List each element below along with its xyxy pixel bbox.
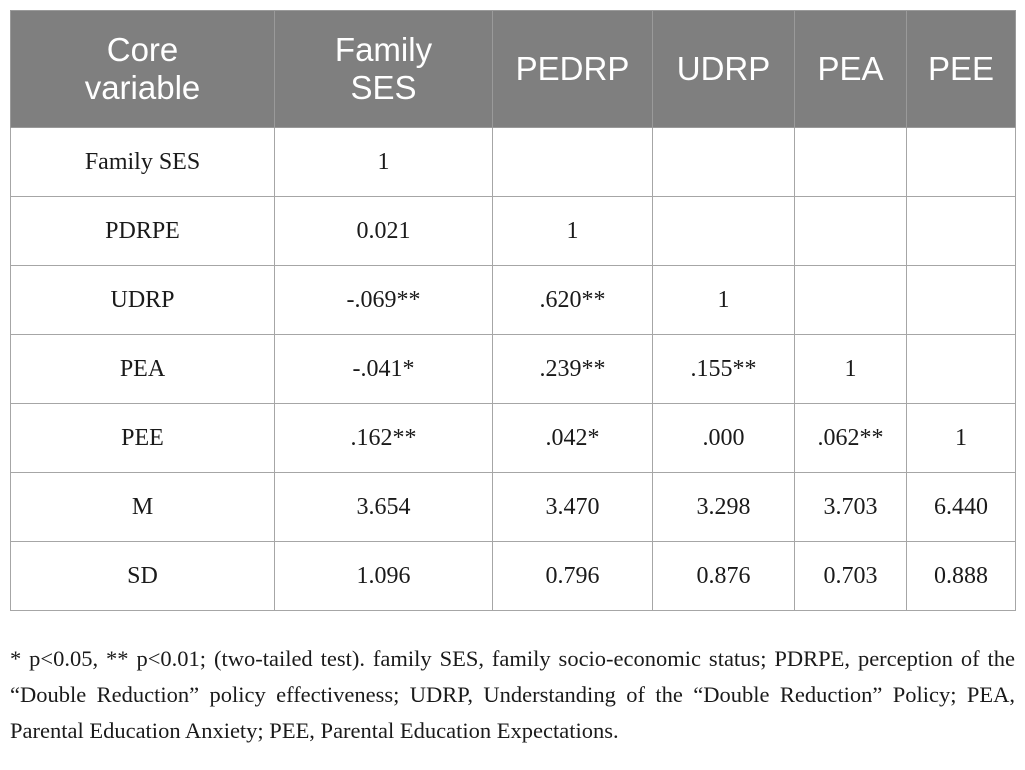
table-cell <box>653 197 795 266</box>
header-pee-label: PEE <box>927 50 995 87</box>
row-label: SD <box>11 542 275 611</box>
table-cell: 3.298 <box>653 473 795 542</box>
row-label: PEE <box>11 404 275 473</box>
header-core-variable <box>11 11 275 128</box>
table-cell: 6.440 <box>907 473 1016 542</box>
table-cell <box>795 197 907 266</box>
row-label: PEA <box>11 335 275 404</box>
table-cell: 1 <box>275 128 493 197</box>
header-family-ses-line2: SES <box>350 69 417 106</box>
table-cell <box>907 197 1016 266</box>
table-row <box>11 335 1016 404</box>
table-cell <box>795 266 907 335</box>
table-cell: -.041* <box>275 335 493 404</box>
table-cell: .162** <box>275 404 493 473</box>
header-pedrp <box>493 11 653 128</box>
table-cell <box>795 128 907 197</box>
table-cell: 1 <box>795 335 907 404</box>
row-label: M <box>11 473 275 542</box>
table-cell: 0.703 <box>795 542 907 611</box>
table-footnote: * p<0.05, ** p<0.01; (two-tailed test). family SES, family socio-economic status; PDRPE, perception of the “Double Reduction” policy effectiveness; UDRP, Understanding of the “Double Reduction” Policy; PEA, Parental Education Anxiety; PEE, Parental Education Expectations. <box>10 645 1015 743</box>
header-pedrp-label: PEDRP <box>515 50 630 87</box>
table-cell <box>653 128 795 197</box>
table-row <box>11 473 1016 542</box>
table-cell: 1 <box>653 266 795 335</box>
table-cell <box>493 128 653 197</box>
table-cell: .620** <box>493 266 653 335</box>
header-row <box>11 11 1016 128</box>
table-cell: 0.888 <box>907 542 1016 611</box>
table-row <box>11 128 1016 197</box>
row-label: UDRP <box>11 266 275 335</box>
table-cell <box>907 128 1016 197</box>
header-core-variable-line2: variable <box>84 69 201 106</box>
table-header <box>11 11 1016 128</box>
header-udrp-label: UDRP <box>676 50 771 87</box>
table-cell: .239** <box>493 335 653 404</box>
table-cell: 1 <box>907 404 1016 473</box>
correlation-table-container <box>10 10 1015 611</box>
table-cell: 0.796 <box>493 542 653 611</box>
row-label: PDRPE <box>11 197 275 266</box>
table-body <box>11 128 1016 611</box>
correlation-table <box>10 10 1016 611</box>
header-family-ses <box>275 11 493 128</box>
table-cell: -.069** <box>275 266 493 335</box>
table-cell: 0.876 <box>653 542 795 611</box>
header-family-ses-line1: Family <box>334 31 433 68</box>
header-pee <box>907 11 1016 128</box>
header-udrp <box>653 11 795 128</box>
table-cell: .062** <box>795 404 907 473</box>
table-cell: 3.470 <box>493 473 653 542</box>
table-cell: 0.021 <box>275 197 493 266</box>
table-row <box>11 197 1016 266</box>
header-core-variable-line1: Core <box>106 31 179 68</box>
table-cell <box>907 266 1016 335</box>
row-label: Family SES <box>11 128 275 197</box>
table-cell: .155** <box>653 335 795 404</box>
header-pea <box>795 11 907 128</box>
table-row <box>11 404 1016 473</box>
table-row <box>11 542 1016 611</box>
table-cell: 1.096 <box>275 542 493 611</box>
header-pea-label: PEA <box>817 50 884 87</box>
table-cell: 1 <box>493 197 653 266</box>
table-cell: 3.654 <box>275 473 493 542</box>
table-cell: 3.703 <box>795 473 907 542</box>
table-row <box>11 266 1016 335</box>
table-cell: .042* <box>493 404 653 473</box>
table-cell <box>907 335 1016 404</box>
table-cell: .000 <box>653 404 795 473</box>
